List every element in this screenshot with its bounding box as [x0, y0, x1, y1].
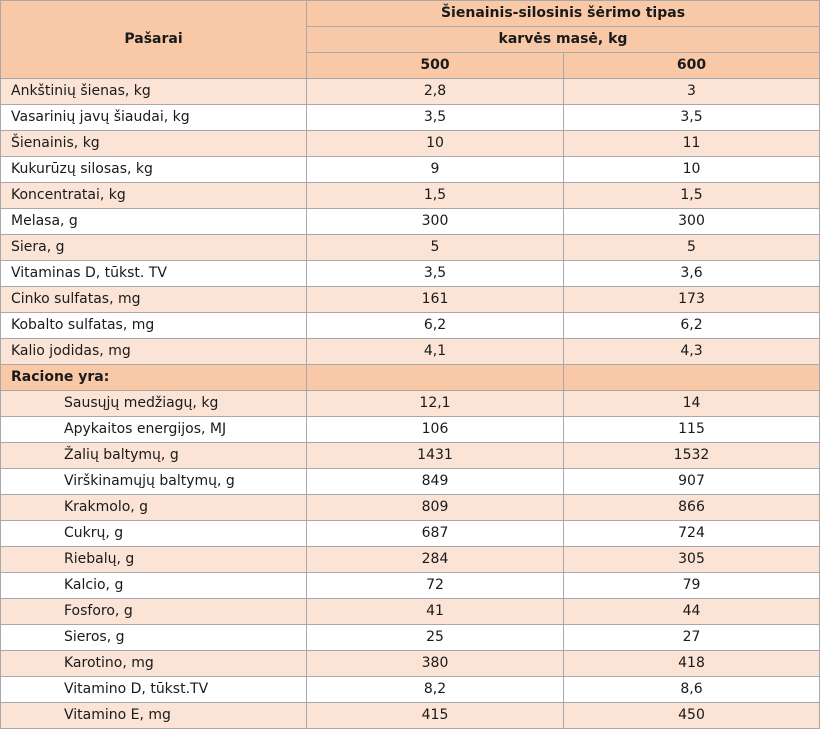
value-600: 1532 — [564, 443, 820, 469]
table-row — [1, 391, 820, 417]
section-row — [1, 365, 820, 391]
row-label: Fosforo, g — [1, 599, 307, 625]
value-600: 79 — [564, 573, 820, 599]
value-500: 106 — [307, 417, 564, 443]
row-label: Cinko sulfatas, mg — [1, 287, 307, 313]
value-500: 300 — [307, 209, 564, 235]
table-row — [1, 157, 820, 183]
row-label: Vasarinių javų šiaudai, kg — [1, 105, 307, 131]
value-500: 1431 — [307, 443, 564, 469]
value-600: 6,2 — [564, 313, 820, 339]
row-label: Kukurūzų silosas, kg — [1, 157, 307, 183]
value-600: 14 — [564, 391, 820, 417]
value-500: 1,5 — [307, 183, 564, 209]
row-label: Vitamino D, tūkst.TV — [1, 677, 307, 703]
value-500: 10 — [307, 131, 564, 157]
value-600: 3,5 — [564, 105, 820, 131]
row-label: Sieros, g — [1, 625, 307, 651]
value-500: 687 — [307, 521, 564, 547]
mass-500-header: 500 — [307, 53, 564, 79]
table-row — [1, 261, 820, 287]
value-600: 724 — [564, 521, 820, 547]
value-600: 173 — [564, 287, 820, 313]
row-label: Žalių baltymų, g — [1, 443, 307, 469]
feed-column-header: Pašarai — [1, 1, 307, 79]
table-row — [1, 235, 820, 261]
row-label: Karotino, mg — [1, 651, 307, 677]
table-row — [1, 599, 820, 625]
value-600: 300 — [564, 209, 820, 235]
row-label: Siera, g — [1, 235, 307, 261]
row-label: Krakmolo, g — [1, 495, 307, 521]
value-600: 866 — [564, 495, 820, 521]
table-row — [1, 703, 820, 729]
table-row — [1, 573, 820, 599]
value-600: 1,5 — [564, 183, 820, 209]
value-500: 3,5 — [307, 261, 564, 287]
value-500: 41 — [307, 599, 564, 625]
row-label: Koncentratai, kg — [1, 183, 307, 209]
value-500: 9 — [307, 157, 564, 183]
value-500: 284 — [307, 547, 564, 573]
row-label: Cukrų, g — [1, 521, 307, 547]
table-row — [1, 183, 820, 209]
value-600: 27 — [564, 625, 820, 651]
value-500: 8,2 — [307, 677, 564, 703]
value-500: 809 — [307, 495, 564, 521]
value-500: 4,1 — [307, 339, 564, 365]
cow-mass-header: karvės masė, kg — [307, 27, 820, 53]
table-row — [1, 521, 820, 547]
row-label: Kobalto sulfatas, mg — [1, 313, 307, 339]
value-500: 6,2 — [307, 313, 564, 339]
ration-rows — [1, 391, 820, 729]
row-label: Šienainis, kg — [1, 131, 307, 157]
value-600: 11 — [564, 131, 820, 157]
section-empty-600 — [564, 365, 820, 391]
value-600: 450 — [564, 703, 820, 729]
feed-rows — [1, 79, 820, 365]
value-600: 418 — [564, 651, 820, 677]
value-600: 5 — [564, 235, 820, 261]
value-500: 25 — [307, 625, 564, 651]
table-row — [1, 313, 820, 339]
value-500: 161 — [307, 287, 564, 313]
row-label: Kalcio, g — [1, 573, 307, 599]
value-500: 72 — [307, 573, 564, 599]
value-500: 5 — [307, 235, 564, 261]
value-500: 2,8 — [307, 79, 564, 105]
value-500: 12,1 — [307, 391, 564, 417]
value-600: 8,6 — [564, 677, 820, 703]
table-row — [1, 105, 820, 131]
table-row — [1, 677, 820, 703]
row-label: Apykaitos energijos, MJ — [1, 417, 307, 443]
table-row — [1, 469, 820, 495]
row-label: Kalio jodidas, mg — [1, 339, 307, 365]
row-label: Ankštinių šienas, kg — [1, 79, 307, 105]
value-600: 305 — [564, 547, 820, 573]
value-600: 3 — [564, 79, 820, 105]
value-500: 849 — [307, 469, 564, 495]
row-label: Riebalų, g — [1, 547, 307, 573]
section-empty-500 — [307, 365, 564, 391]
row-label: Virškinamųjų baltymų, g — [1, 469, 307, 495]
value-500: 415 — [307, 703, 564, 729]
value-600: 115 — [564, 417, 820, 443]
table-row — [1, 417, 820, 443]
table-row — [1, 339, 820, 365]
mass-600-header: 600 — [564, 53, 820, 79]
value-600: 44 — [564, 599, 820, 625]
row-label: Sausųjų medžiagų, kg — [1, 391, 307, 417]
table-row — [1, 651, 820, 677]
feeding-type-header: Šienainis-silosinis šėrimo tipas — [307, 1, 820, 27]
value-600: 3,6 — [564, 261, 820, 287]
row-label: Vitamino E, mg — [1, 703, 307, 729]
row-label: Vitaminas D, tūkst. TV — [1, 261, 307, 287]
row-label: Melasa, g — [1, 209, 307, 235]
value-500: 380 — [307, 651, 564, 677]
table-row — [1, 79, 820, 105]
section-label: Racione yra: — [1, 365, 307, 391]
value-500: 3,5 — [307, 105, 564, 131]
table-row — [1, 547, 820, 573]
table-row — [1, 131, 820, 157]
table-row — [1, 209, 820, 235]
table-row — [1, 443, 820, 469]
table-row — [1, 495, 820, 521]
table-row — [1, 625, 820, 651]
value-600: 10 — [564, 157, 820, 183]
value-600: 907 — [564, 469, 820, 495]
value-600: 4,3 — [564, 339, 820, 365]
table-row — [1, 287, 820, 313]
